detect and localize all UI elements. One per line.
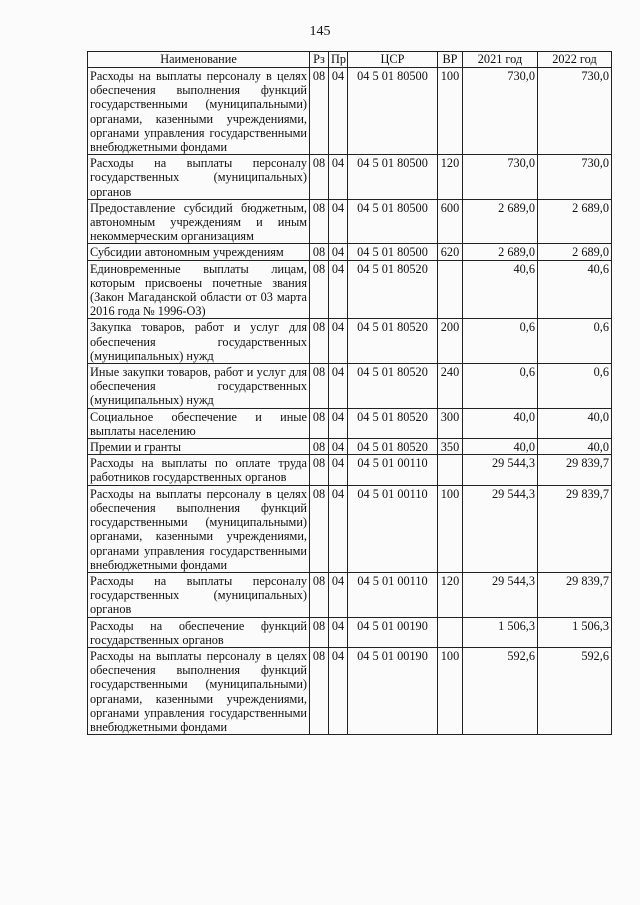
- row-rz: 08: [310, 647, 329, 734]
- table-row: [88, 485, 612, 572]
- row-pr: 04: [329, 455, 348, 485]
- table-row: [88, 439, 612, 455]
- header-rz: Рз: [310, 52, 329, 68]
- row-2021: 730,0: [463, 155, 538, 200]
- row-pr: 04: [329, 244, 348, 260]
- row-rz: 08: [310, 364, 329, 409]
- row-vr: 120: [438, 572, 463, 617]
- row-vr: 350: [438, 439, 463, 455]
- row-pr: 04: [329, 68, 348, 155]
- row-2021: 2 689,0: [463, 199, 538, 244]
- row-2022: 40,6: [538, 260, 612, 319]
- row-rz: 08: [310, 155, 329, 200]
- row-2022: 40,0: [538, 439, 612, 455]
- row-csr: 04 5 01 80500: [348, 244, 438, 260]
- row-csr: 04 5 01 00110: [348, 455, 438, 485]
- row-pr: 04: [329, 260, 348, 319]
- row-2021: 29 544,3: [463, 485, 538, 572]
- table-row: [88, 244, 612, 260]
- row-rz: 08: [310, 408, 329, 438]
- row-vr: 240: [438, 364, 463, 409]
- row-name: Социальное обеспечение и иные выплаты населению: [88, 408, 310, 438]
- table-row: [88, 647, 612, 734]
- row-vr: 100: [438, 647, 463, 734]
- row-csr: 04 5 01 80520: [348, 319, 438, 364]
- row-pr: 04: [329, 364, 348, 409]
- row-vr: 600: [438, 199, 463, 244]
- budget-table: [87, 51, 612, 735]
- row-rz: 08: [310, 439, 329, 455]
- row-rz: 08: [310, 68, 329, 155]
- row-rz: 08: [310, 485, 329, 572]
- row-pr: 04: [329, 485, 348, 572]
- row-name: Закупка товаров, работ и услуг для обеспечения государственных (муниципальных) нужд: [88, 319, 310, 364]
- row-vr: [438, 260, 463, 319]
- row-name: Субсидии автономным учреждениям: [88, 244, 310, 260]
- row-csr: 04 5 01 80500: [348, 199, 438, 244]
- header-2022: 2022 год: [538, 52, 612, 68]
- row-vr: 120: [438, 155, 463, 200]
- header-csr: ЦСР: [348, 52, 438, 68]
- row-csr: 04 5 01 00190: [348, 617, 438, 647]
- row-2022: 29 839,7: [538, 455, 612, 485]
- row-2021: 1 506,3: [463, 617, 538, 647]
- table-row: [88, 319, 612, 364]
- row-pr: 04: [329, 408, 348, 438]
- table-row: [88, 199, 612, 244]
- header-2021: 2021 год: [463, 52, 538, 68]
- row-pr: 04: [329, 572, 348, 617]
- row-2021: 40,0: [463, 408, 538, 438]
- table-row: [88, 455, 612, 485]
- row-2021: 40,0: [463, 439, 538, 455]
- table-row: [88, 617, 612, 647]
- table-row: [88, 68, 612, 155]
- row-name: Иные закупки товаров, работ и услуг для обеспечения государственных (муниципальных) нужд: [88, 364, 310, 409]
- row-pr: 04: [329, 199, 348, 244]
- row-2022: 592,6: [538, 647, 612, 734]
- row-vr: 620: [438, 244, 463, 260]
- row-2022: 730,0: [538, 155, 612, 200]
- table-row: [88, 408, 612, 438]
- row-vr: 300: [438, 408, 463, 438]
- row-name: Расходы на выплаты персоналу государственных (муниципальных) органов: [88, 155, 310, 200]
- row-rz: 08: [310, 199, 329, 244]
- row-rz: 08: [310, 244, 329, 260]
- row-2022: 730,0: [538, 68, 612, 155]
- row-name: Расходы на выплаты персоналу в целях обеспечения выполнения функций государственными (муниципальными) органами, казенными учреждениями, органами управления государственными внебюджетными фондами: [88, 68, 310, 155]
- row-name: Единовременные выплаты лицам, которым присвоены почетные звания (Закон Магаданской области от 03 марта 2016 года № 1996-ОЗ): [88, 260, 310, 319]
- row-2022: 1 506,3: [538, 617, 612, 647]
- row-vr: [438, 617, 463, 647]
- row-csr: 04 5 01 00190: [348, 647, 438, 734]
- table-row: [88, 572, 612, 617]
- table-row: [88, 260, 612, 319]
- row-rz: 08: [310, 319, 329, 364]
- row-csr: 04 5 01 00110: [348, 572, 438, 617]
- row-pr: 04: [329, 439, 348, 455]
- row-csr: 04 5 01 80520: [348, 439, 438, 455]
- table-row: [88, 155, 612, 200]
- row-vr: 100: [438, 485, 463, 572]
- row-name: Расходы на выплаты по оплате труда работников государственных органов: [88, 455, 310, 485]
- row-2021: 29 544,3: [463, 572, 538, 617]
- header-name: Наименование: [88, 52, 310, 68]
- page-number: 145: [309, 24, 331, 39]
- row-2022: 29 839,7: [538, 572, 612, 617]
- row-2022: 40,0: [538, 408, 612, 438]
- row-2022: 29 839,7: [538, 485, 612, 572]
- header-row: [88, 52, 612, 68]
- row-csr: 04 5 01 80500: [348, 155, 438, 200]
- row-csr: 04 5 01 80520: [348, 364, 438, 409]
- row-2021: 592,6: [463, 647, 538, 734]
- row-pr: 04: [329, 155, 348, 200]
- table-body: [88, 68, 612, 735]
- row-csr: 04 5 01 80500: [348, 68, 438, 155]
- row-pr: 04: [329, 617, 348, 647]
- row-name: Расходы на выплаты персоналу в целях обеспечения выполнения функций государственными (муниципальными) органами, казенными учреждениями, органами управления государственными внебюджетными фондами: [88, 647, 310, 734]
- row-2021: 0,6: [463, 364, 538, 409]
- row-vr: 100: [438, 68, 463, 155]
- table-row: [88, 364, 612, 409]
- row-2021: 2 689,0: [463, 244, 538, 260]
- row-name: Расходы на выплаты персоналу государственных (муниципальных) органов: [88, 572, 310, 617]
- row-pr: 04: [329, 319, 348, 364]
- row-2021: 29 544,3: [463, 455, 538, 485]
- row-pr: 04: [329, 647, 348, 734]
- row-name: Расходы на обеспечение функций государственных органов: [88, 617, 310, 647]
- row-2022: 2 689,0: [538, 199, 612, 244]
- row-name: Расходы на выплаты персоналу в целях обеспечения выполнения функций государственными (муниципальными) органами, казенными учреждениями, органами управления государственными внебюджетными фондами: [88, 485, 310, 572]
- row-2021: 730,0: [463, 68, 538, 155]
- row-2022: 2 689,0: [538, 244, 612, 260]
- row-rz: 08: [310, 617, 329, 647]
- row-2022: 0,6: [538, 319, 612, 364]
- row-vr: 200: [438, 319, 463, 364]
- row-rz: 08: [310, 260, 329, 319]
- row-name: Премии и гранты: [88, 439, 310, 455]
- row-rz: 08: [310, 572, 329, 617]
- header-vr: ВР: [438, 52, 463, 68]
- row-rz: 08: [310, 455, 329, 485]
- row-csr: 04 5 01 00110: [348, 485, 438, 572]
- row-csr: 04 5 01 80520: [348, 408, 438, 438]
- row-2021: 0,6: [463, 319, 538, 364]
- row-2022: 0,6: [538, 364, 612, 409]
- row-csr: 04 5 01 80520: [348, 260, 438, 319]
- header-pr: Пр: [329, 52, 348, 68]
- row-2021: 40,6: [463, 260, 538, 319]
- row-name: Предоставление субсидий бюджетным, автономным учреждениям и иным некоммерческим организациям: [88, 199, 310, 244]
- row-vr: [438, 455, 463, 485]
